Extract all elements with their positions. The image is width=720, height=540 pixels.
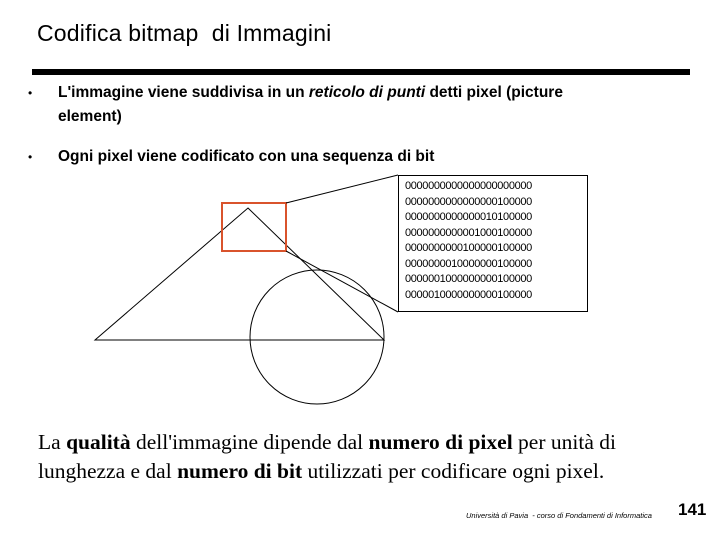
- circle-shape: [250, 270, 384, 404]
- connector-line-bottom: [286, 251, 398, 312]
- bit-sequence-box: [398, 175, 588, 312]
- caption-bold-quality: qualità: [66, 430, 131, 454]
- footer-text: Università di Pavia - corso di Fondamenti di Informatica: [466, 511, 652, 520]
- caption-part: per unità di lunghezza e dal: [38, 430, 616, 483]
- bit-row: 0000000000100000100000: [405, 242, 532, 254]
- bit-row: 0000001000000000100000: [405, 273, 532, 285]
- bit-row: 0000000000000000000000: [405, 180, 532, 192]
- caption-bold-bits: numero di bit: [177, 459, 303, 483]
- bullet-marker: •: [28, 150, 33, 164]
- bullet-2-text: Ogni pixel viene codificato con una sequenza di bit: [58, 148, 435, 165]
- bit-row: 0000000010000000100000: [405, 257, 532, 270]
- bullet-1-emphasis: reticolo di punti: [308, 84, 426, 101]
- caption-text: [38, 428, 698, 486]
- bit-row: 0000000000001000100000: [405, 226, 532, 239]
- caption-bold-pixels: numero di pixel: [368, 430, 513, 454]
- connector-line-top: [286, 175, 398, 203]
- bullet-1-part2: detti pixel (picture: [425, 84, 563, 101]
- bullet-1-part1: L'immagine viene suddivisa in un: [58, 84, 309, 101]
- caption-part: dell'immagine dipende dal: [130, 430, 369, 454]
- bit-row: 0000010000000000100000: [405, 288, 532, 301]
- bit-row: 0000000000000000100000: [405, 195, 532, 208]
- bit-row: 0000000000000010100000: [405, 211, 532, 223]
- bullet-1-line2: element): [58, 108, 122, 125]
- page-number: 141: [678, 500, 707, 519]
- caption-part: utilizzati per codificare ogni pixel.: [302, 459, 605, 483]
- slide-title: Codifica bitmap di Immagini: [37, 20, 332, 46]
- bullet-marker: •: [28, 86, 33, 100]
- highlight-rectangle: [222, 203, 286, 251]
- caption-part: La: [38, 430, 67, 454]
